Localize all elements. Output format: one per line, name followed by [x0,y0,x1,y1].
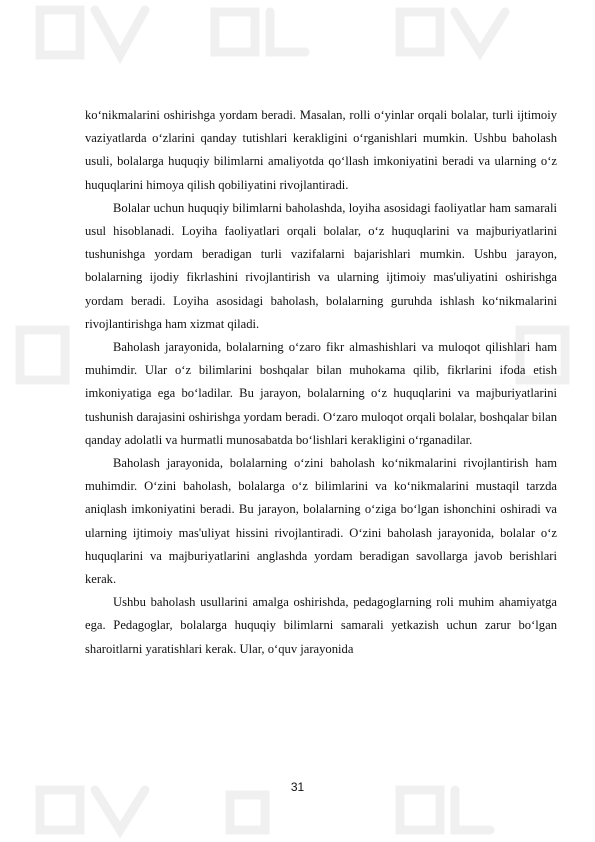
paragraph-1: ko‘nikmalarini oshirishga yordam beradi. Masalan, rolli o‘yinlar orqali bolalar, turli ijtimoiy vaziyatlarda o‘zlarini qanday tutishlari kerakligini o‘rganishlari mumkin. Ushbu baholash usuli, bolalarga huquqiy bilimlarni amaliyotda qo‘llash imkoniyatini beradi va ularning o‘z huquqlarini himoya qilish qobiliyatini rivojlantiradi. [85,108,557,192]
page-number: 31 [290,780,305,794]
watermark-logo-mid-left [20,330,65,380]
watermark-logo-bottom-mid [230,795,265,830]
watermark-logo-bottom-right [400,790,490,830]
body-text [85,104,557,661]
watermark-logo-top-left [40,10,145,55]
watermark-logo-bottom-left [40,790,145,830]
paragraph-5: Ushbu baholash usullarini amalga oshirishda, pedagoglarning roli muhim ahamiyatga ega. Pedagoglar, bolalarga huquqiy bilimlarni samarali yetkazish uchun zarur bo‘lgan sharoitlarni yaratishlari kerak. Ular, o‘quv jarayonida [85,595,557,656]
paragraph-4: Baholash jarayonida, bolalarning o‘zini baholash ko‘nikmalarini rivojlantirish ham muhimdir. O‘zini baholash, bolalarga o‘z bilimlarini va ko‘nikmalarini mustaqil tarzda aniqlash imkoniyatini beradi. Bu jarayon, bolalarning o‘ziga bo‘lgan ishonchini oshiradi va ularning ijtimoiy mas'uliyat hissini rivojlantiradi. O‘zini baholash jarayonida, bolalar o‘z huquqlarini va majburiyatlarini anglashda yordam beradigan savollarga javob berishlari kerak. [85,456,557,587]
paragraph-3: Baholash jarayonida, bolalarning o‘zaro fikr almashishlari va muloqot qilishlari ham muhimdir. Ular o‘z bilimlarini boshqalar bilan muhokama qilib, fikrlarini ifoda etish imkoniyatiga ega bo‘ladilar. Bu jarayon, bolalarning o‘z huquqlarini va majburiyatlarini tushunish darajasini oshirishga yordam beradi. O‘zaro muloqot orqali bolalar, boshqalar bilan qanday adolatli va hurmatli munosabatda bo‘lishlari kerakligini o‘rganadilar. [85,340,557,447]
watermark-logo-top-mid [215,12,305,52]
watermark-logo-top-right [400,12,505,52]
paragraph-2: Bolalar uchun huquqiy bilimlarni baholashda, loyiha asosidagi faoliyatlar ham samarali usul hisoblanadi. Loyiha faoliyatlari orqali bolalar, o‘z huquqlarini va majburiyatlarini tushunishga yordam beradigan turli vazifalarni bajarishlari mumkin. Ushbu jarayon, bolalarning ijodiy fikrlashini rivojlantirish va ularning ijtimoiy mas'uliyatini oshirishga yordam beradi. Loyiha asosidagi baholash, bolalarning guruhda ishlash ko‘nikmalarini rivojlantirishga ham xizmat qiladi. [85,200,557,331]
